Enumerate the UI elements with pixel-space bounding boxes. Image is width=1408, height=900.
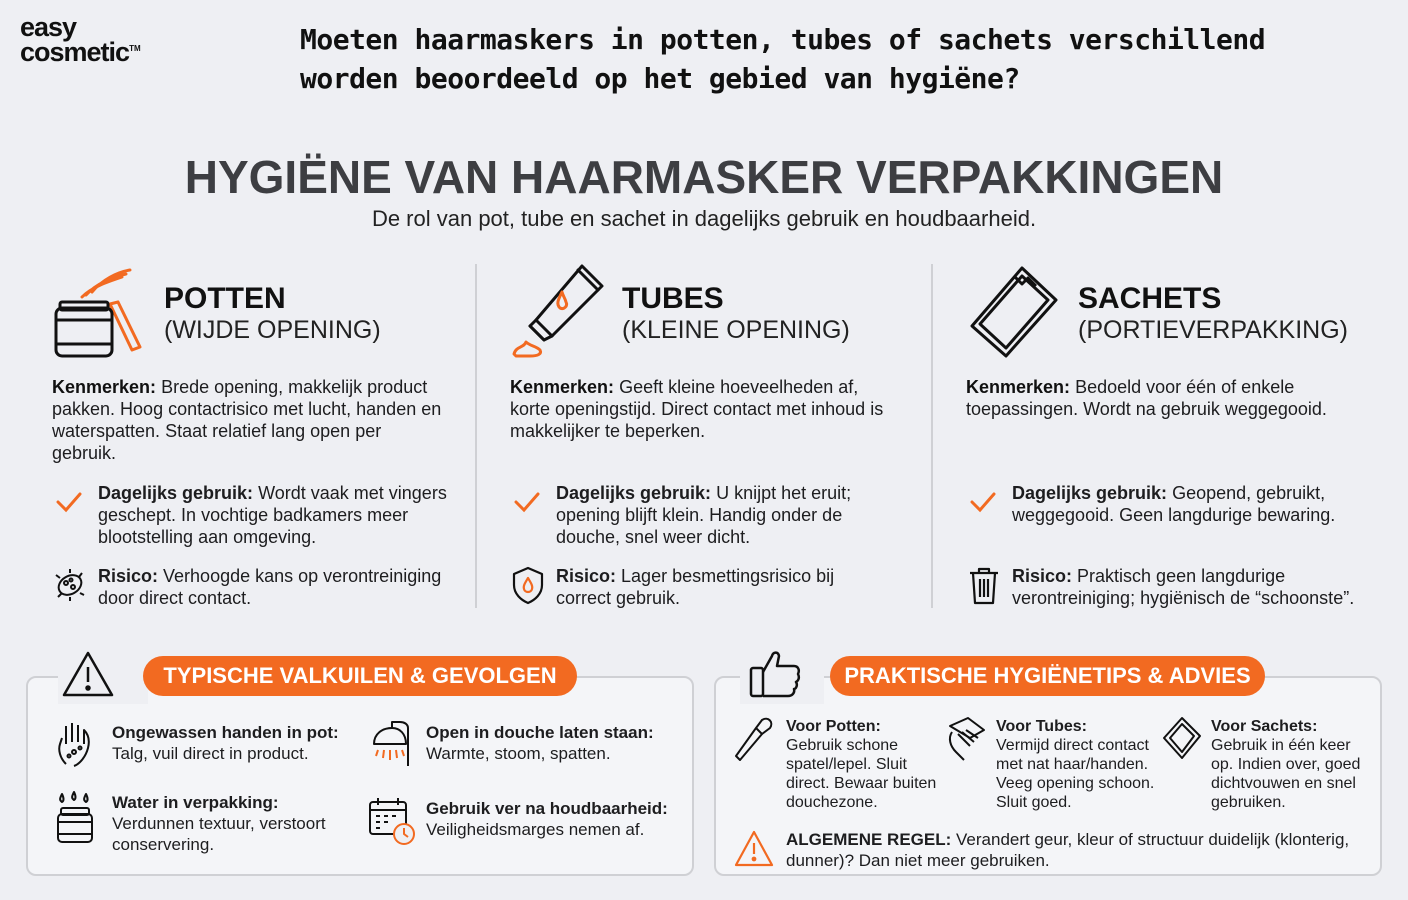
checkmark-icon bbox=[52, 482, 88, 522]
bacteria-icon bbox=[52, 565, 88, 605]
brand-logo bbox=[20, 12, 141, 67]
brand-line2: cosmetic™ bbox=[20, 37, 141, 67]
column-sachets: SACHETS (PORTIEVERPAKKING) Kenmerken: Bedoeld voor één of enkele toepassingen. Wordt na gebruik weggegooid. Dagelijks gebruik: Geopend, gebruikt, weggegooid. Geen langdurige bewaring. Risico: Praktisch geen langdurige verontreiniging; hygiënisch de “schoonste”. bbox=[966, 262, 1386, 420]
pitfalls-title: TYPISCHE VALKUILEN & GEVOLGEN bbox=[143, 656, 577, 696]
warning-icon bbox=[62, 650, 114, 698]
sachet-small-icon bbox=[1160, 716, 1204, 764]
page-subtitle: De rol van pot, tube en sachet in dagelijks gebruik en houdbaarheid. bbox=[371, 206, 1037, 231]
column-tubes: TUBES (KLEINE OPENING) Kenmerken: Geeft kleine hoeveelheden af, korte openingstijd. Direct contact met inhoud is makkelijker te beperken. Dagelijks gebruik: U knijpt het eruit; opening blijft klein. Handig onder de douche, snel weer dicht. Risico: Lager besmettingsrisico bij correct gebruik. bbox=[510, 262, 920, 442]
tips-title: PRAKTISCHE HYGIËNETIPS & ADVIES bbox=[830, 656, 1265, 696]
warning-small-icon bbox=[734, 830, 774, 868]
page-title: HYGIËNE VAN HAARMASKER VERPAKKINGEN bbox=[184, 151, 1224, 203]
jar-hand-icon bbox=[52, 262, 152, 362]
shield-drop-icon bbox=[510, 565, 546, 605]
water-jar-icon bbox=[54, 790, 96, 846]
column-divider bbox=[475, 264, 477, 608]
features-text: Kenmerken: Geeft kleine hoeveelheden af, korte openingstijd. Direct contact met inhoud is makkelijker te beperken. bbox=[510, 377, 884, 441]
tube-icon bbox=[510, 262, 610, 362]
wipe-hand-icon bbox=[944, 716, 988, 764]
sachet-icon bbox=[966, 262, 1066, 362]
shower-icon bbox=[368, 720, 414, 768]
column-title: POTTEN bbox=[164, 282, 286, 315]
column-subtitle: (KLEINE OPENING) bbox=[622, 316, 850, 344]
column-divider bbox=[931, 264, 933, 608]
trademark: TM bbox=[129, 44, 141, 53]
trash-icon bbox=[966, 565, 1002, 605]
features-text: Kenmerken: Brede opening, makkelijk product pakken. Hoog contactrisico met lucht, handen en waterspatten. Staat relatief lang open per gebruik. bbox=[52, 377, 442, 463]
spatula-icon bbox=[732, 716, 776, 764]
question-heading: Moeten haarmaskers in potten, tubes of sachets verschillend worden beoordeeld op het gebied van hygiëne? bbox=[300, 23, 1266, 95]
thumbs-up-icon bbox=[748, 648, 802, 698]
column-potten: POTTEN (WIJDE OPENING) Kenmerken: Brede opening, makkelijk product pakken. Hoog contactrisico met lucht, handen en waterspatten. Staat relatief lang open per gebruik. Dagelijks gebruik: Wordt vaak met vingers geschept. In vochtige badkamers meer blootstelling aan omgeving. Risico: Verhoogde kans op verontreiniging door direct contact. bbox=[52, 262, 462, 464]
dirty-hand-icon bbox=[54, 720, 96, 768]
column-subtitle: (PORTIEVERPAKKING) bbox=[1078, 316, 1348, 344]
checkmark-icon bbox=[510, 482, 546, 522]
checkmark-icon bbox=[966, 482, 1002, 522]
calendar-clock-icon bbox=[368, 796, 416, 846]
column-title: TUBES bbox=[622, 282, 724, 315]
column-title: SACHETS bbox=[1078, 282, 1222, 315]
column-subtitle: (WIJDE OPENING) bbox=[164, 316, 381, 344]
brand-line1: easy bbox=[20, 12, 77, 42]
features-text: Kenmerken: Bedoeld voor één of enkele toepassingen. Wordt na gebruik weggegooid. bbox=[966, 377, 1327, 419]
